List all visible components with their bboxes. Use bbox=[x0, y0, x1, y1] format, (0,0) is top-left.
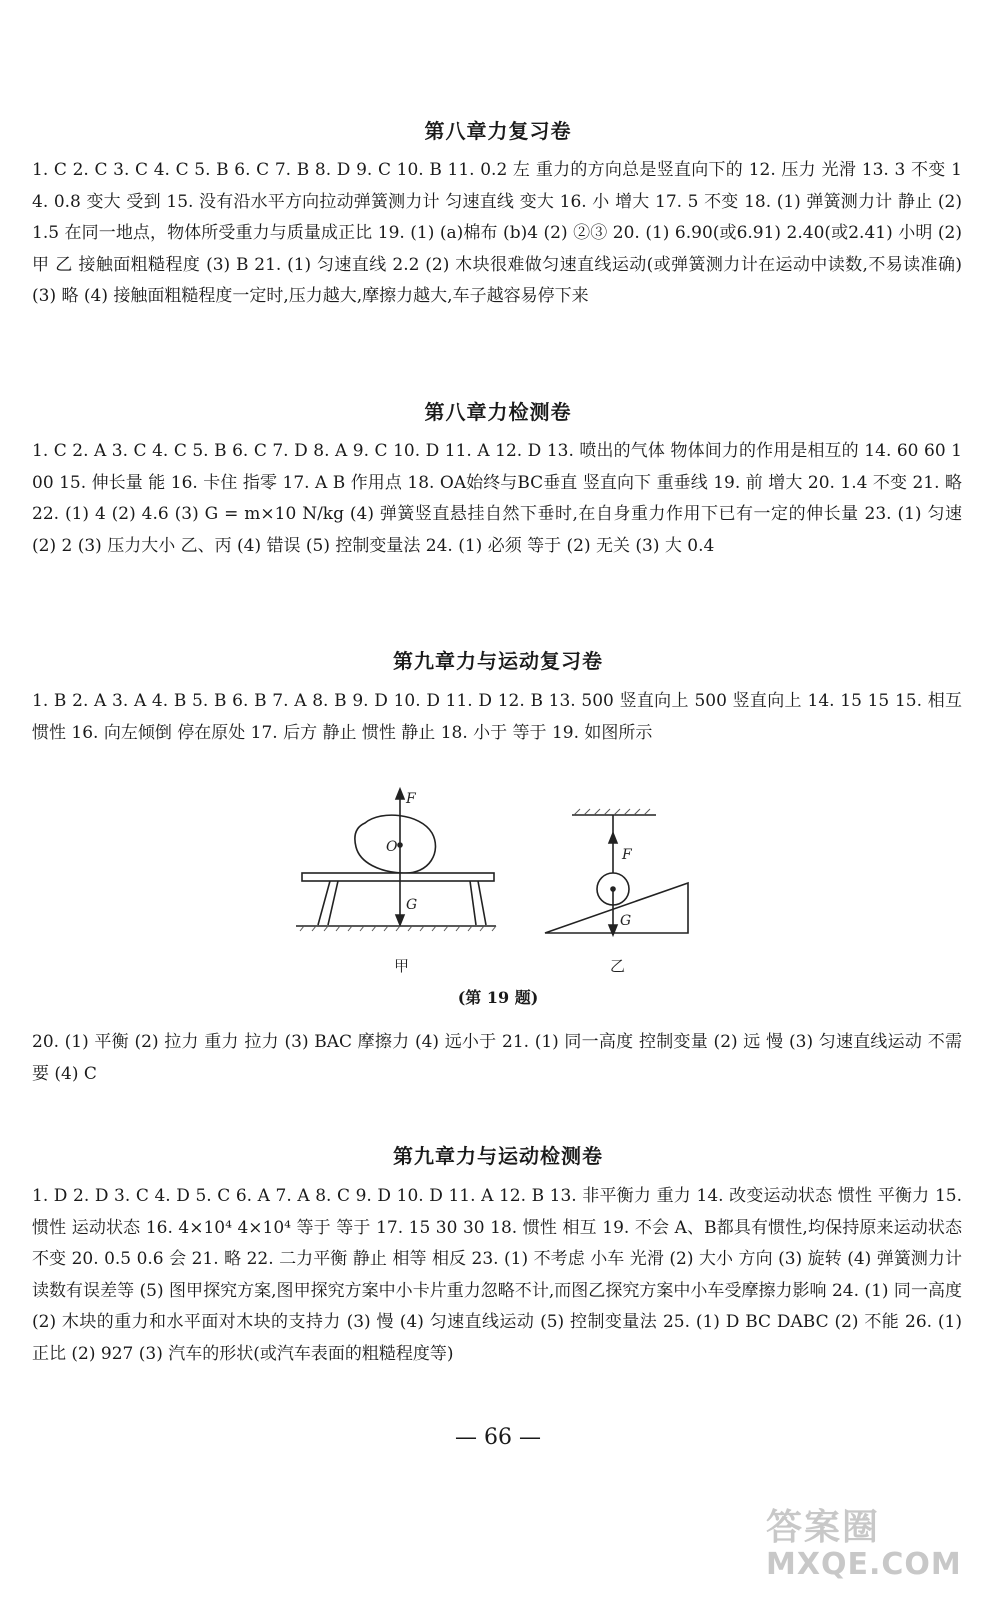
diagram-yi bbox=[545, 809, 688, 935]
answer-paragraph: 20. (1) 平衡 (2) 拉力 重力 拉力 (3) BAC 摩擦力 (4) 远小于 21. (1) 同一高度 控制变量 (2) 远 慢 (3) 匀速直线运动 不需要 (4) C bbox=[32, 1032, 962, 1084]
section-title: 第九章力与运动复习卷 bbox=[393, 649, 603, 673]
force-label-f: F bbox=[622, 847, 632, 863]
answer-paragraph: 1. B 2. A 3. A 4. B 5. B 6. B 7. A 8. B 9. D 10. D 11. D 12. B 13. 500 竖直向上 500 竖直向上 14. 15 15 15. 相互 惯性 16. 向左倾倒 停在原处 17. 后方 静止 惯性 静止 18. 小于 等于 19. 如图所示 bbox=[32, 691, 962, 743]
diagram-label-jia: 甲 bbox=[394, 957, 410, 975]
force-label-g: G bbox=[406, 897, 418, 913]
watermark-logo: 答案圈 bbox=[766, 1507, 881, 1548]
page-number: — 66 — bbox=[455, 1425, 541, 1450]
watermark bbox=[766, 1508, 976, 1588]
diagram-jia bbox=[296, 789, 496, 931]
figure-caption: (第 19 题) bbox=[457, 988, 539, 1007]
answer-paragraph: 1. D 2. D 3. C 4. D 5. C 6. A 7. A 8. C 9. D 10. D 11. A 12. B 13. 非平衡力 重力 14. 改变运动状态 惯性 平衡力 15. 惯性 运动状态 16. 4×10⁴ 4×10⁴ 等于 等于 17. 15 30 30 18. 惯性 相互 19. 不会 A、B都具有惯性,均保持原来运动状态不变 20. 0.5 0.6 会 21. 略 22. 二力平衡 静止 相等 相反 23. (1) 不考虑 小车 光滑 (2) 大小 方向 (3) 旋转 (4) 弹簧测力计读数有误差等 (5) 图甲探究方案,图甲探究方案中小卡片重力忽略不计,而图乙探究方案中小车受摩擦力影响 24. (1) 同一高度 (2) 木块的重力和水平面对木块的支持力 (3) 慢 (4) 匀速直线运动 (5) 控制变量法 25. (1) D BC DABC (2) 不能 26. (1) 正比 (2) 927 (3) 汽车的形状(或汽车表面的粗糙程度等) bbox=[32, 1186, 962, 1364]
section-title: 第九章力与运动检测卷 bbox=[393, 1144, 603, 1168]
watermark-url: MXQE.COM bbox=[766, 1547, 962, 1582]
force-label-f: F bbox=[406, 791, 416, 807]
answer-paragraph: 1. C 2. A 3. C 4. C 5. B 6. C 7. D 8. A 9. C 10. D 11. A 12. D 13. 喷出的气体 物体间力的作用是相互的 14. 60 60 100 15. 伸长量 能 16. 卡住 指零 17. A B 作用点 18. OA始终与BC垂直 竖直向下 重垂线 19. 前 增大 20. 1.4 不变 21. 略 22. (1) 4 (2) 4.6 (3) G = m×10 N/kg (4) 弹簧竖直悬挂自然下垂时,在自身重力作用下已有一定的伸长量 23. (1) 匀速 (2) 2 (3) 压力大小 乙、丙 (4) 错误 (5) 控制变量法 24. (1) 必须 等于 (2) 无关 (3) 大 0.4 bbox=[32, 441, 962, 556]
force-label-g: G bbox=[620, 913, 632, 929]
force-diagram-figure bbox=[290, 785, 710, 1010]
diagram-label-yi: 乙 bbox=[610, 957, 626, 975]
answer-paragraph: 1. C 2. C 3. C 4. C 5. B 6. C 7. B 8. D 9. C 10. B 11. 0.2 左 重力的方向总是竖直向下的 12. 压力 光滑 13. 3 不变 14. 0.8 变大 受到 15. 没有沿水平方向拉动弹簧测力计 匀速直线 变大 16. 小 增大 17. 5 不变 18. (1) 弹簧测力计 静止 (2) 1.5 在同一地点，物体所受重力与质量成正比 19. (1) (a)棉布 (b)4 (2) ②③ 20. (1) 6.90(或6.91) 2.40(或2.41) 小明 (2) 甲 乙 接触面粗糙程度 (3) B 21. (1) 匀速直线 2.2 (2) 木块很难做匀速直线运动(或弹簧测力计在运动中读数,不易读准确) (3) 略 (4) 接触面粗糙程度一定时,压力越大,摩擦力越大,车子越容易停下来 bbox=[32, 160, 962, 306]
section-title: 第八章力复习卷 bbox=[424, 119, 572, 143]
center-label-o: O bbox=[386, 839, 398, 855]
section-title: 第八章力检测卷 bbox=[424, 400, 572, 424]
force-diagram bbox=[290, 785, 710, 985]
